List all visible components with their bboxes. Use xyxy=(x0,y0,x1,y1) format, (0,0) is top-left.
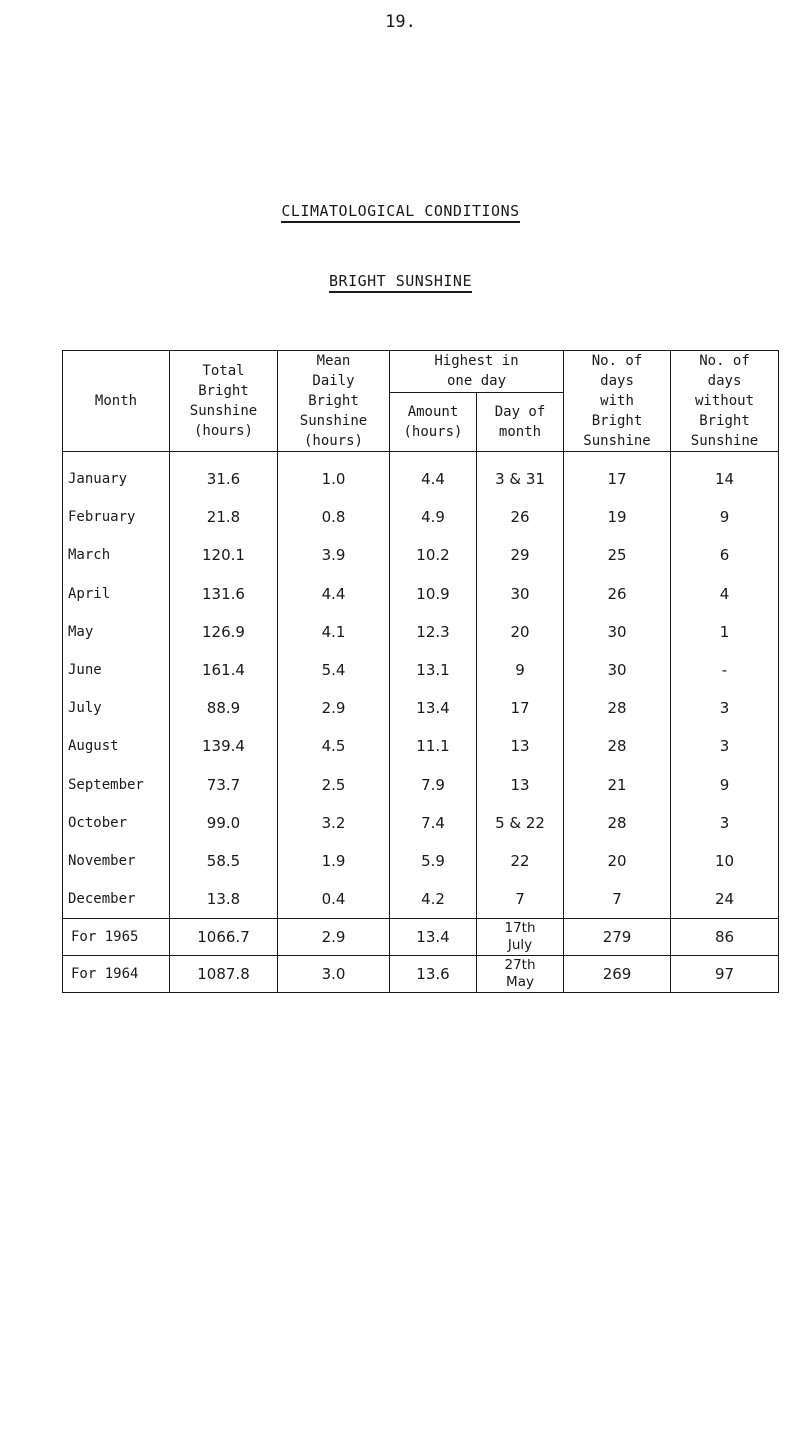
with-sunshine-cell: 279 xyxy=(564,919,671,956)
header-line: days xyxy=(600,373,634,389)
without-sunshine-cell: 9 xyxy=(671,766,779,804)
table-row xyxy=(63,689,779,727)
header-line: Mean xyxy=(316,353,351,369)
header-highest-in-one-day xyxy=(390,351,564,393)
day-cell: 20 xyxy=(477,613,564,651)
month-cell: July xyxy=(63,689,170,727)
day-cell: 22 xyxy=(477,842,564,880)
without-sunshine-cell: 86 xyxy=(671,919,779,956)
header-line: (hours) xyxy=(303,433,363,449)
amount-cell: 4.9 xyxy=(390,498,477,536)
month-cell: March xyxy=(63,536,170,574)
amount-cell: 4.2 xyxy=(390,880,477,919)
month-cell: April xyxy=(63,575,170,613)
month-cell: February xyxy=(63,498,170,536)
day-cell: 29 xyxy=(477,536,564,574)
with-sunshine-cell: 20 xyxy=(564,842,671,880)
without-sunshine-cell: 6 xyxy=(671,536,779,574)
without-sunshine-cell: 97 xyxy=(671,956,779,993)
mean-cell: 1.0 xyxy=(278,452,390,499)
table-row xyxy=(63,804,779,842)
mean-cell: 4.5 xyxy=(278,727,390,765)
table-row xyxy=(63,842,779,880)
mean-cell: 5.4 xyxy=(278,651,390,689)
header-line: Bright xyxy=(591,413,643,429)
table-row xyxy=(63,727,779,765)
header-total-bright-sunshine xyxy=(170,351,278,452)
page-title-text: CLIMATOLOGICAL CONDITIONS xyxy=(281,202,519,223)
mean-cell: 2.9 xyxy=(278,919,390,956)
total-cell: 73.7 xyxy=(170,766,278,804)
total-cell: 120.1 xyxy=(170,536,278,574)
table-row xyxy=(63,452,779,499)
day-line: 17th xyxy=(504,920,536,937)
totals-label: For 1965 xyxy=(63,919,170,956)
total-cell: 126.9 xyxy=(170,613,278,651)
with-sunshine-cell: 28 xyxy=(564,689,671,727)
with-sunshine-cell: 21 xyxy=(564,766,671,804)
section-subtitle xyxy=(0,272,801,290)
header-row xyxy=(63,351,779,393)
month-cell: November xyxy=(63,842,170,880)
with-sunshine-cell: 17 xyxy=(564,452,671,499)
mean-cell: 0.4 xyxy=(278,880,390,919)
total-cell: 88.9 xyxy=(170,689,278,727)
without-sunshine-cell: 14 xyxy=(671,452,779,499)
day-cell xyxy=(477,956,564,993)
without-sunshine-cell: 9 xyxy=(671,498,779,536)
table-row xyxy=(63,536,779,574)
without-sunshine-cell: 24 xyxy=(671,880,779,919)
amount-cell: 7.4 xyxy=(390,804,477,842)
amount-cell: 13.6 xyxy=(390,956,477,993)
amount-cell: 13.4 xyxy=(390,689,477,727)
table-row xyxy=(63,498,779,536)
day-cell xyxy=(477,919,564,956)
section-subtitle-text: BRIGHT SUNSHINE xyxy=(329,272,472,293)
mean-cell: 3.2 xyxy=(278,804,390,842)
with-sunshine-cell: 30 xyxy=(564,651,671,689)
total-cell: 99.0 xyxy=(170,804,278,842)
header-line: month xyxy=(498,423,542,440)
mean-cell: 3.9 xyxy=(278,536,390,574)
header-line: with xyxy=(600,393,634,409)
with-sunshine-cell: 19 xyxy=(564,498,671,536)
amount-cell: 11.1 xyxy=(390,727,477,765)
header-line: No. of xyxy=(591,353,643,369)
day-cell: 26 xyxy=(477,498,564,536)
day-cell: 17 xyxy=(477,689,564,727)
without-sunshine-cell: 1 xyxy=(671,613,779,651)
mean-cell: 4.1 xyxy=(278,613,390,651)
header-amount xyxy=(390,392,477,451)
day-line: July xyxy=(507,937,533,954)
day-line: May xyxy=(506,974,534,991)
header-line: Highest in xyxy=(434,353,519,370)
header-line: (hours) xyxy=(193,423,253,439)
month-cell: October xyxy=(63,804,170,842)
table-row xyxy=(63,613,779,651)
without-sunshine-cell: 10 xyxy=(671,842,779,880)
table-body xyxy=(63,452,779,919)
day-cell: 13 xyxy=(477,727,564,765)
month-cell: June xyxy=(63,651,170,689)
month-cell: December xyxy=(63,880,170,919)
day-cell: 7 xyxy=(477,880,564,919)
day-cell: 3 & 31 xyxy=(477,452,564,499)
amount-cell: 12.3 xyxy=(390,613,477,651)
mean-cell: 3.0 xyxy=(278,956,390,993)
amount-cell: 13.1 xyxy=(390,651,477,689)
header-line: Sunshine xyxy=(189,403,258,419)
header-line: Day of xyxy=(494,403,546,420)
total-cell: 21.8 xyxy=(170,498,278,536)
mean-cell: 1.9 xyxy=(278,842,390,880)
total-cell: 13.8 xyxy=(170,880,278,919)
table-totals xyxy=(63,919,779,993)
table-row xyxy=(63,651,779,689)
totals-label: For 1964 xyxy=(63,956,170,993)
total-cell: 1066.7 xyxy=(170,919,278,956)
amount-cell: 5.9 xyxy=(390,842,477,880)
total-cell: 1087.8 xyxy=(170,956,278,993)
amount-cell: 13.4 xyxy=(390,919,477,956)
with-sunshine-cell: 28 xyxy=(564,804,671,842)
day-line: 27th xyxy=(504,957,536,974)
amount-cell: 10.2 xyxy=(390,536,477,574)
amount-cell: 7.9 xyxy=(390,766,477,804)
total-cell: 139.4 xyxy=(170,727,278,765)
with-sunshine-cell: 26 xyxy=(564,575,671,613)
totals-row xyxy=(63,919,779,956)
amount-cell: 4.4 xyxy=(390,452,477,499)
amount-cell: 10.9 xyxy=(390,575,477,613)
mean-cell: 0.8 xyxy=(278,498,390,536)
header-line: Total xyxy=(202,363,245,379)
with-sunshine-cell: 28 xyxy=(564,727,671,765)
header-month: Month xyxy=(63,351,170,452)
without-sunshine-cell: 3 xyxy=(671,804,779,842)
header-line: Sunshine xyxy=(583,433,651,449)
page-title xyxy=(0,202,801,220)
day-cell: 5 & 22 xyxy=(477,804,564,842)
mean-cell: 4.4 xyxy=(278,575,390,613)
header-days-without-sunshine xyxy=(671,351,779,452)
sunshine-table xyxy=(62,350,779,993)
with-sunshine-cell: 7 xyxy=(564,880,671,919)
header-line: one day xyxy=(447,373,507,390)
header-line: Bright xyxy=(198,383,249,399)
table-row xyxy=(63,575,779,613)
header-line: (hours) xyxy=(403,423,463,440)
month-cell: August xyxy=(63,727,170,765)
header-line: Sunshine xyxy=(299,413,368,429)
with-sunshine-cell: 269 xyxy=(564,956,671,993)
table-row xyxy=(63,766,779,804)
table-header xyxy=(63,351,779,452)
month-cell: September xyxy=(63,766,170,804)
total-cell: 58.5 xyxy=(170,842,278,880)
day-cell: 30 xyxy=(477,575,564,613)
day-cell: 9 xyxy=(477,651,564,689)
total-cell: 161.4 xyxy=(170,651,278,689)
header-line: days xyxy=(707,373,742,389)
header-line: No. of xyxy=(699,353,750,369)
month-cell: May xyxy=(63,613,170,651)
header-line: Bright xyxy=(308,393,359,409)
with-sunshine-cell: 25 xyxy=(564,536,671,574)
header-days-with-sunshine xyxy=(564,351,671,452)
header-line: Bright xyxy=(699,413,750,429)
without-sunshine-cell: 3 xyxy=(671,727,779,765)
header-line: Sunshine xyxy=(690,433,759,449)
page-number: 19. xyxy=(385,12,416,32)
header-line: without xyxy=(695,393,755,409)
table-row xyxy=(63,880,779,919)
mean-cell: 2.5 xyxy=(278,766,390,804)
header-mean-daily-sunshine xyxy=(278,351,390,452)
total-cell: 31.6 xyxy=(170,452,278,499)
without-sunshine-cell: - xyxy=(671,651,779,689)
day-cell: 13 xyxy=(477,766,564,804)
header-line: Amount xyxy=(407,403,459,420)
header-day-of-month xyxy=(477,392,564,451)
header-line: Daily xyxy=(312,373,355,389)
total-cell: 131.6 xyxy=(170,575,278,613)
month-cell: January xyxy=(63,452,170,499)
with-sunshine-cell: 30 xyxy=(564,613,671,651)
without-sunshine-cell: 3 xyxy=(671,689,779,727)
totals-row xyxy=(63,956,779,993)
mean-cell: 2.9 xyxy=(278,689,390,727)
without-sunshine-cell: 4 xyxy=(671,575,779,613)
